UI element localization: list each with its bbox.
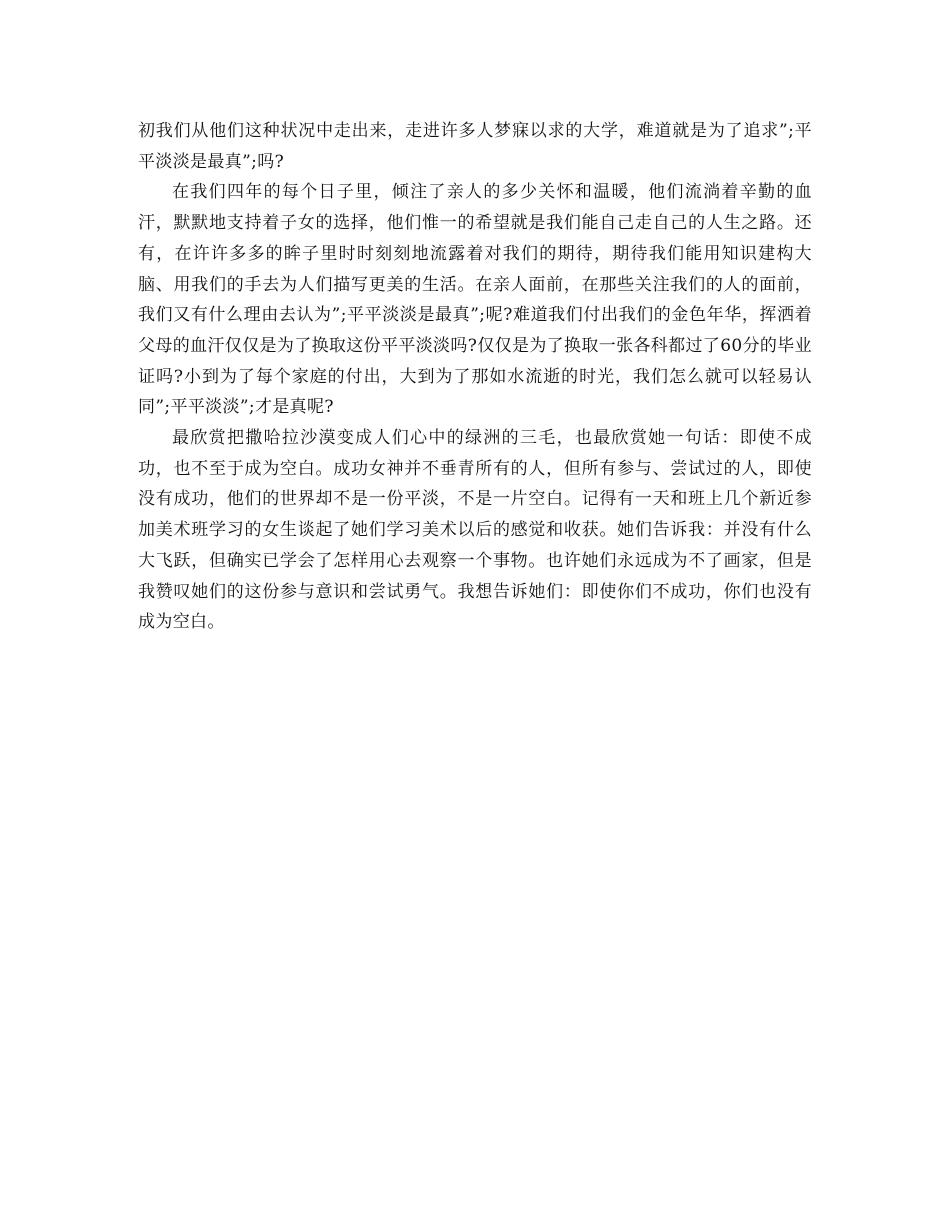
paragraph-continued: 初我们从他们这种状况中走出来，走进许多人梦寐以求的大学，难道就是为了追求”;平平淡淡是最真”;吗? (138, 121, 812, 172)
document-body (138, 116, 812, 638)
paragraph-family-expectations: 在我们四年的每个日子里，倾注了亲人的多少关怀和温暖，他们流淌着辛勤的血汗，默默地支持着子女的选择，他们惟一的希望就是我们能自己走自己的人生之路。还有，在许许多多的眸子里时时刻刻地流露着对我们的期待，期待我们能用知识建构大脑、用我们的手去为人们描写更美的生活。在亲人面前，在那些关注我们的人的面前，我们又有什么理由去认为”;平平淡淡是最真”;呢?难道我们付出我们的金色年华，挥洒着父母的血汗仅仅是为了换取这份平平淡淡吗?仅仅是为了换取一张各科都过了60分的毕业证吗?小到为了每个家庭的付出，大到为了那如水流逝的时光，我们怎么就可以轻易认同”;平平淡淡”;才是真呢? (138, 182, 812, 418)
paragraph-sanmao-quote: 最欣赏把撒哈拉沙漠变成人们心中的绿洲的三毛，也最欣赏她一句话：即使不成功，也不至于成为空白。成功女神并不垂青所有的人，但所有参与、尝试过的人，即使没有成功，他们的世界却不是一份平淡，不是一片空白。记得有一天和班上几个新近参加美术班学习的女生谈起了她们学习美术以后的感觉和收获。她们告诉我：并没有什么大飞跃，但确实已学会了怎样用心去观察一个事物。也许她们永远成为不了画家，但是我赞叹她们的这份参与意识和尝试勇气。我想告诉她们：即使你们不成功，你们也没有成为空白。 (138, 428, 812, 633)
